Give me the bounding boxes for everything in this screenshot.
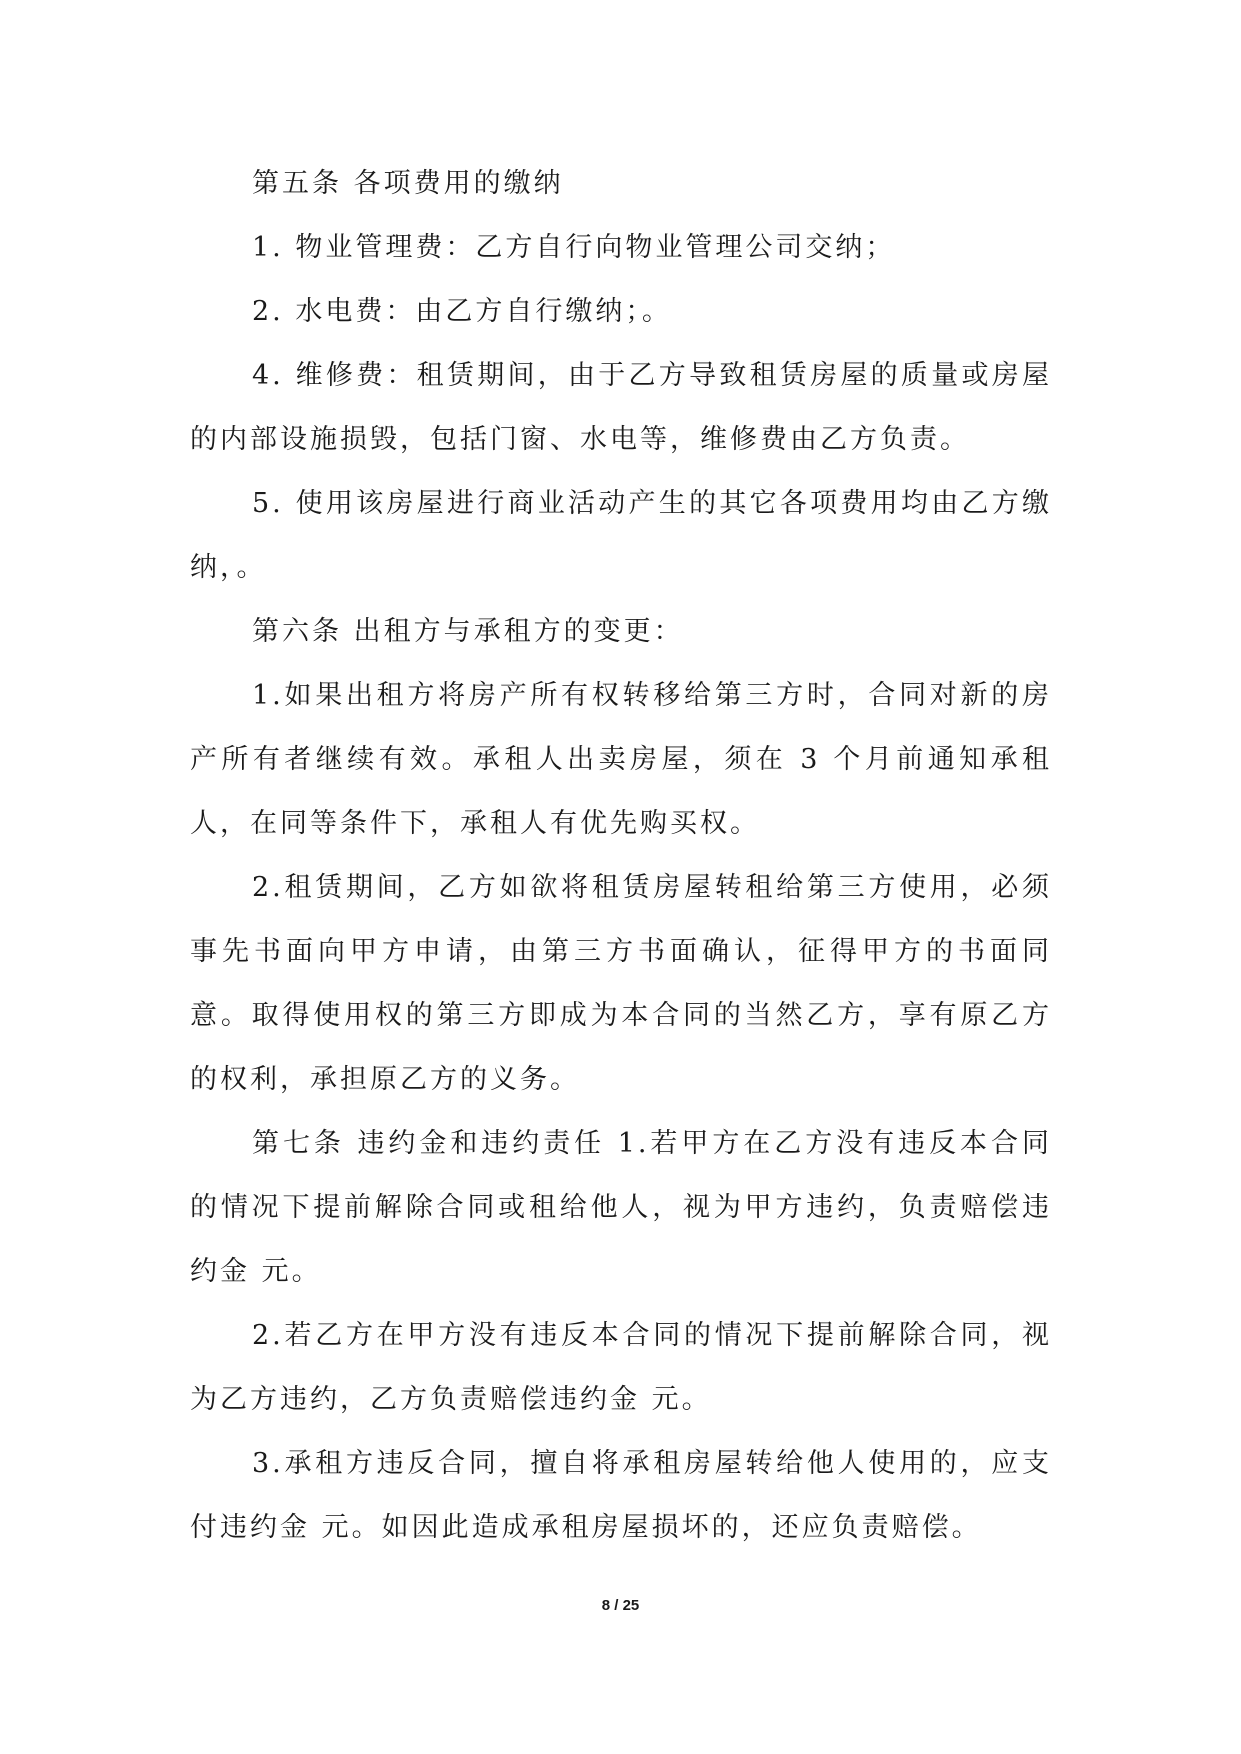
document-body [190,152,1052,1560]
clause-7-heading: 第七条 违约金和违约责任 1.若甲方在乙方没有违反本合同的情况下提前解除合同或租给他人，视为甲方违约，负责赔偿违约金 元。 [190,1128,1052,1287]
clause-5-item-1: 1. 物业管理费：乙方自行向物业管理公司交纳； [252,232,896,263]
clause-6-heading: 第六条 出租方与承租方的变更： [252,616,684,647]
clause-5-heading: 第五条 各项费用的缴纳 [252,168,564,199]
page-number: 8 / 25 [601,1597,640,1614]
clause-6-item-2: 2.租赁期间，乙方如欲将租赁房屋转租给第三方使用，必须事先书面向甲方申请，由第三方书面确认，征得甲方的书面同意。取得使用权的第三方即成为本合同的当然乙方，享有原乙方的权利，承担原乙方的义务。 [190,872,1052,1095]
clause-7-item-2: 2.若乙方在甲方没有违反本合同的情况下提前解除合同，视为乙方违约，乙方负责赔偿违约金 元。 [190,1320,1052,1415]
clause-5-item-5: 5. 使用该房屋进行商业活动产生的其它各项费用均由乙方缴纳，。 [190,488,1052,583]
clause-5-item-2: 2. 水电费：由乙方自行缴纳；。 [252,296,672,327]
clause-7-item-3: 3.承租方违反合同，擅自将承租房屋转给他人使用的，应支付违约金 元。如因此造成承租房屋损坏的，还应负责赔偿。 [190,1448,1052,1543]
clause-5-item-4: 4. 维修费：租赁期间，由于乙方导致租赁房屋的质量或房屋的内部设施损毁，包括门窗、水电等，维修费由乙方负责。 [190,360,1052,455]
clause-6-item-1: 1.如果出租方将房产所有权转移给第三方时，合同对新的房产所有者继续有效。承租人出卖房屋，须在 3 个月前通知承租人，在同等条件下，承租人有优先购买权。 [190,680,1052,839]
